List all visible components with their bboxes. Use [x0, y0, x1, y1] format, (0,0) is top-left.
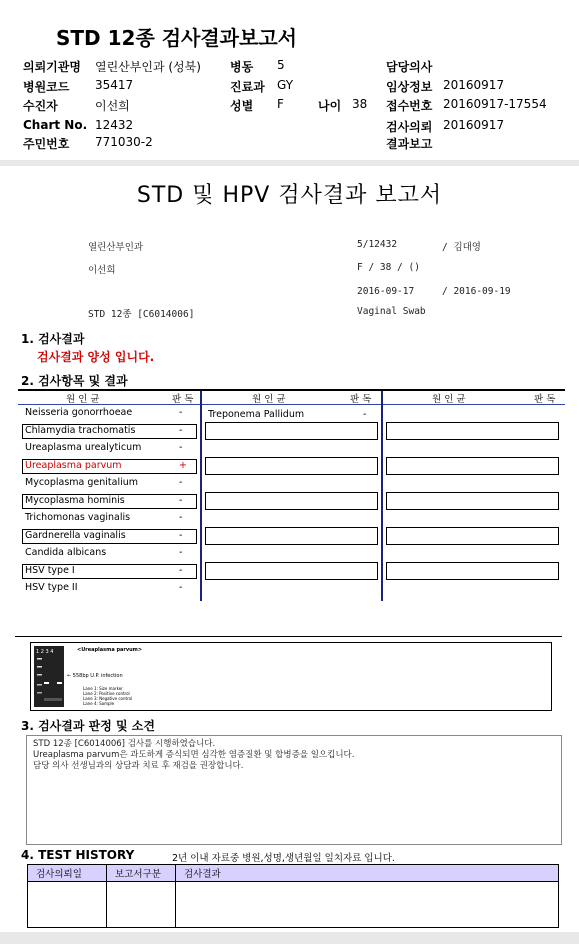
label-receipt-no: 접수번호: [386, 99, 433, 113]
meta-doc-no: 5/12432: [357, 239, 398, 250]
section-3-title: 3. 검사결과 판정 및 소견: [21, 719, 155, 733]
section-1-title: 1. 검사결과: [21, 332, 85, 346]
value-requesting-institution: 열린산부인과 (성북): [95, 60, 201, 74]
meta-patient: 이선희: [88, 265, 116, 276]
positive-result-text: 검사결과 양성 입니다.: [37, 350, 155, 364]
item-result: -: [179, 582, 183, 593]
item-name: HSV type I: [25, 564, 75, 576]
gel-band-label: ← 558bp U.P. infection: [67, 673, 123, 679]
report-title: STD 및 HPV 검사결과 보고서: [136, 183, 443, 208]
value-patient: 이선희: [95, 99, 130, 113]
label-resident-no: 주민번호: [23, 137, 70, 151]
item-result: -: [179, 512, 183, 523]
empty-box: [386, 492, 559, 510]
label-age: 나이: [318, 99, 342, 113]
empty-box: [386, 527, 559, 545]
history-note: 2년 이내 자료중 병원,성명,생년월일 일치자료 입니다.: [172, 853, 395, 864]
label-doctor: 담당의사: [386, 60, 433, 74]
meta-sex-age: F / 38 / (): [357, 262, 420, 273]
label-test-request: 검사의뢰: [386, 120, 433, 134]
item-result: -: [179, 494, 183, 506]
history-header-row: [28, 865, 559, 882]
meta-specimen: Vaginal Swab: [357, 306, 426, 317]
column-divider-1: [200, 391, 202, 601]
label-clinical-info: 임상정보: [386, 80, 433, 94]
empty-box: [386, 562, 559, 580]
col-header-pathogen-3: 원 인 균: [432, 394, 466, 405]
gel-electrophoresis-figure: [30, 642, 552, 711]
gel-legend: [83, 686, 132, 706]
item-result: -: [179, 477, 183, 488]
col-header-pathogen-2: 원 인 균: [252, 394, 286, 405]
item-name: Neisseria gonorrhoeae: [25, 407, 133, 418]
item-result: -: [179, 407, 183, 418]
item-name: HSV type II: [25, 582, 78, 593]
findings-box: [26, 735, 562, 845]
test-history-table: [27, 864, 559, 928]
gel-legend-lane-3: Lane 3: Negative control: [83, 696, 133, 701]
finding-line-2: Ureaplasma parvum은 과도하게 증식되면 심각한 염증질환 및 합병증을 일으킵니다.: [33, 750, 355, 760]
label-patient: 수진자: [23, 99, 58, 113]
item-result: -: [179, 547, 183, 558]
history-cell: [28, 882, 107, 928]
label-requesting-institution: 의뢰기관명: [23, 60, 81, 74]
section-2-title: 2. 검사항목 및 결과: [21, 374, 128, 388]
value-test-request: 20160917: [443, 118, 505, 132]
gel-legend-lane-2: Lane 2: Positive control: [83, 691, 130, 696]
empty-box: [386, 422, 559, 440]
empty-box: [205, 457, 378, 475]
meta-test-name: STD 12종 [C6014006]: [88, 309, 195, 320]
label-result-report: 결과보고: [386, 137, 433, 151]
item-result: -: [179, 529, 183, 541]
item-result-treponema: -: [363, 409, 367, 420]
item-result: -: [179, 442, 183, 453]
item-name-treponema: Treponema Pallidum: [208, 409, 305, 420]
history-col-result: 검사결과: [176, 865, 559, 882]
section-4-title: 4. TEST HISTORY: [21, 848, 135, 862]
history-col-report-type: 보고서구분: [107, 865, 176, 882]
col-header-judge-2: 판 독: [350, 394, 372, 405]
empty-box: [205, 527, 378, 545]
meta-doctor: / 김대영: [442, 242, 481, 253]
value-chart-no: 12432: [95, 118, 134, 132]
item-result: -: [179, 564, 183, 576]
meta-date-received: 2016-09-17: [357, 286, 415, 297]
item-name: Trichomonas vaginalis: [25, 512, 131, 523]
col-header-pathogen-1: 원 인 균: [66, 394, 100, 405]
value-hospital-code: 35417: [95, 78, 134, 92]
item-name: Gardnerella vaginalis: [25, 529, 126, 541]
column-divider-2: [381, 391, 383, 601]
empty-box: [205, 562, 378, 580]
item-name: Candida albicans: [25, 547, 107, 558]
label-sex: 성별: [230, 99, 254, 113]
gel-title: <Ureaplasma parvum>: [77, 647, 143, 653]
meta-date-reported: / 2016-09-19: [442, 286, 511, 297]
history-cell: [107, 882, 176, 928]
col-header-judge-3: 판 독: [534, 394, 556, 405]
item-name: Ureaplasma urealyticum: [25, 442, 142, 453]
value-receipt-no: 20160917-17554: [443, 97, 547, 111]
item-name: Mycoplasma hominis: [25, 494, 125, 506]
gel-lane-numbers: 1 2 3 4: [36, 649, 54, 655]
item-name: Chlamydia trachomatis: [25, 424, 136, 436]
empty-box: [205, 492, 378, 510]
value-clinical-info: 20160917: [443, 78, 505, 92]
label-ward: 병동: [230, 60, 254, 74]
section-divider: [0, 160, 579, 166]
gel-legend-lane-1: Lane 1: Size marker: [83, 686, 123, 691]
page-bottom-bar: [0, 932, 579, 944]
label-chart-no: Chart No.: [23, 118, 88, 132]
empty-box: [205, 422, 378, 440]
col-header-judge-1: 판 독: [172, 394, 194, 405]
label-department: 진료과: [230, 80, 265, 94]
finding-line-3: 담당 의사 선생님과의 상담과 치료 후 재검을 권장합니다.: [33, 761, 244, 771]
value-sex: F: [277, 97, 284, 111]
item-name: Ureaplasma parvum: [25, 459, 122, 471]
value-resident-no: 771030-2: [95, 135, 153, 149]
history-cell: [176, 882, 559, 928]
horizontal-rule: [15, 636, 562, 637]
value-department: GY: [277, 78, 294, 92]
results-table-header: [18, 389, 565, 405]
history-empty-row: [28, 882, 559, 928]
finding-line-1: STD 12종 [C6014006] 검사를 시행하였습니다.: [33, 739, 216, 749]
label-hospital-code: 병원코드: [23, 80, 70, 94]
value-ward: 5: [277, 58, 285, 72]
empty-box: [386, 457, 559, 475]
gel-legend-lane-4: Lane 4: Sample: [83, 701, 115, 706]
item-result: +: [179, 459, 187, 471]
item-result: -: [179, 424, 183, 436]
meta-hospital: 열린산부인과: [88, 242, 144, 253]
item-name: Mycoplasma genitalium: [25, 477, 139, 488]
report-main-title: STD 12종 검사결과보고서: [56, 26, 297, 50]
history-col-request-date: 검사의뢰일: [28, 865, 107, 882]
value-age: 38: [352, 97, 368, 111]
gel-image: [34, 646, 64, 707]
